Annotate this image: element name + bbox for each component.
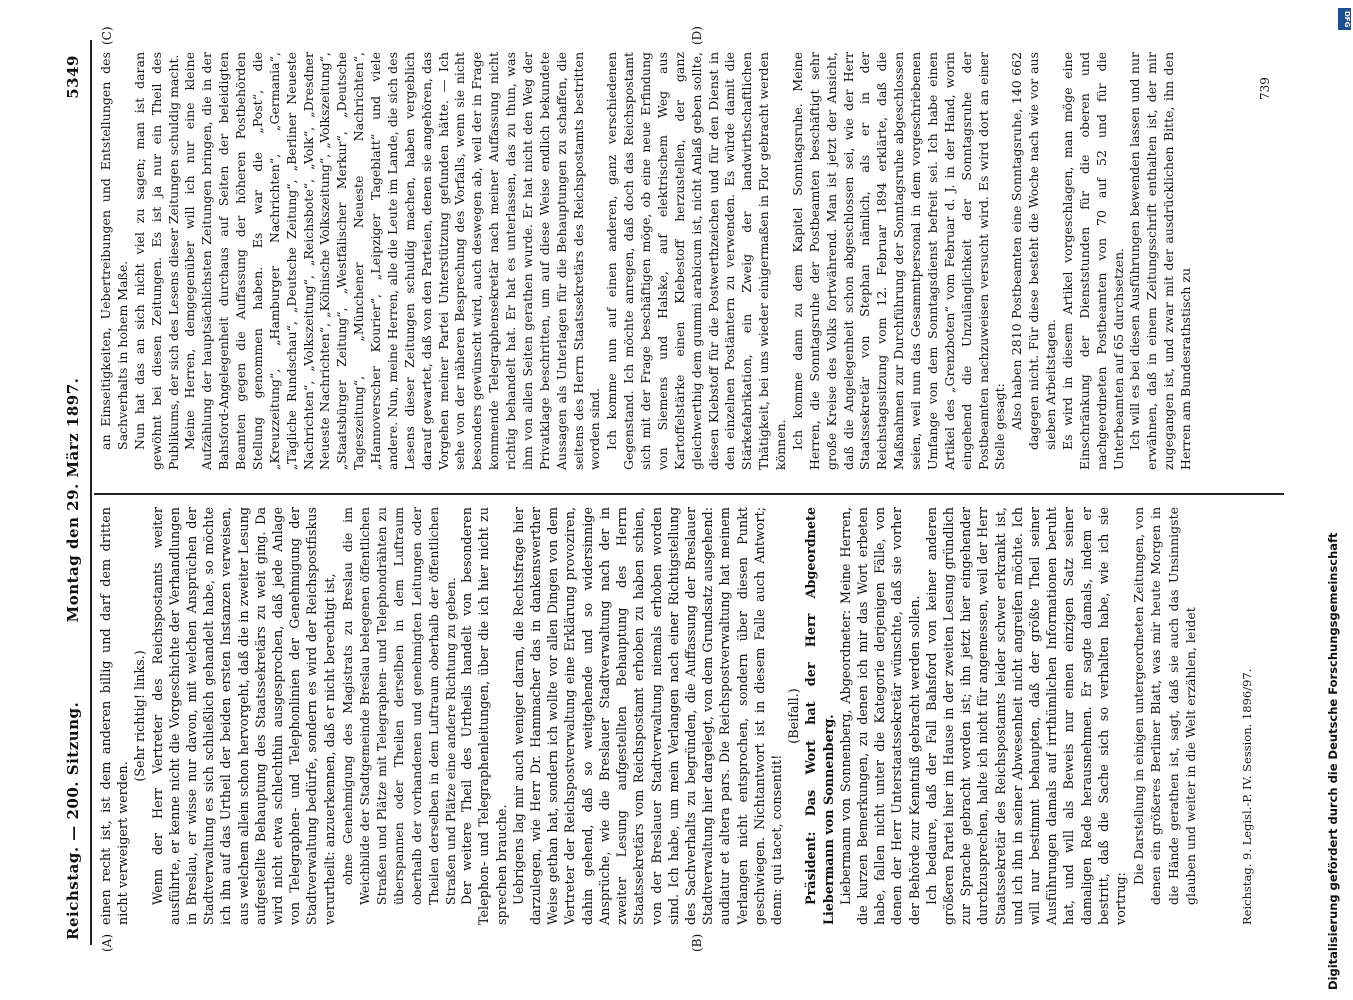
- quotation: ohne Genehmigung des Magistrats zu Breslau die im Weichbilde der Stadtgemeinde Breslau belegenen öffentlichen Straßen und Plätze mit Telegraphen- und Telephondrähten zu überspannen oder Theilen derselben in dem Luftraum oberhalb der vorhandenen und genehmigten Leitungen oder Theilen derselben in dem Luftraum oberhalb der öffentlichen Straßen und Plätze eine andere Richtung zu geben.: [339, 507, 459, 905]
- paragraph: Ich komme nun auf einen anderen, ganz verschiedenen Gegenstand. Ich möchte anregen, daß doch das Reichspostamt sich mit der Frage beschäftigen möge, ob eine neue Erfindung von Siemens und Halske, auf elektrischem Weg aus Kartoffelstärke einen Klebestoff herzustellen, der ganz gleichwerthig dem gummi arabicum ist, nicht Anlaß geben sollte, diesen Klebstoff für die Postwerthzeichen und für den Dienst in den einzelnen Postämtern zu verwenden. Es würde damit die Stärkefabrikation, ein Zweig der landwirthschaftlichen Thätigkeit, bei uns wieder einigermaßen in Flor gebracht werden können.: [604, 52, 788, 470]
- header-date: Montag den 29. März 1897.: [64, 377, 82, 623]
- paragraph: Ich will es bei diesen Ausführungen bewenden lassen und nur erwähnen, daß in einem Zeitungsschrift enthalten ist, der mir zugegangen ist, und zwar mit der ausdrücklichen Bitte, ihn den Herren am Bundesrathstisch zu: [1127, 52, 1193, 470]
- column-divider: [94, 493, 1284, 495]
- paragraph: Ich komme dann zu dem Kapitel Sonntagsruhe. Meine Herren, die Sonntagsruhe der Postbeamten beschäftigt sehr große Kreise des Volks fortwährend. Man ist jetzt der Ansicht, daß die Angelegenheit schon abgeschlossen sei, wie der Herr Staatssekretär von Stephan nämlich, als er in der Reichstagssitzung vom 12. Februar 1894 erklärte, daß die Maßnahmen zur Durchführung der Sonntagsruhe abgeschlossen seien, weil nun das Gesammtpersonal in dem vorgeschriebenen Umfange von dem Sonntagsdienst befreit sei. Ich habe einen Artikel des „Grenzboten“ vom Februar d. J. in der Hand, worin eingehend die Unzulänglichkeit der Sonntagsruhe der Postbeamten nachzuweisen versucht wird. Es wird dort an einer Stelle gesagt:: [789, 52, 1008, 470]
- header-left: Reichstag. — 200. Sitzung.: [64, 701, 82, 940]
- margin-marker-a: (A): [100, 933, 114, 952]
- margin-marker-c: (C): [100, 26, 114, 45]
- speaker-paragraph: Liebermann von Sonnenberg, Abgeordneter: Meine Herren, die kurzen Bemerkungen, zu denen ich mir das Wort erbeten habe, fallen nicht unter die Kategorie derjenigen Fälle, von denen der Herr Unterstaatssekretär wünschte, daß sie vorher der Behörde zur Kenntniß gebracht werden sollen.: [838, 507, 923, 925]
- paragraph: Der weitere Theil des Urtheils handelt von besonderen Telephon- und Telegraphenleitungen, über die ich hier nicht zu sprechen brauche.: [460, 507, 510, 925]
- page-header: [60, 0, 88, 1000]
- header-rule: [90, 40, 92, 945]
- margin-marker-b: (B): [690, 933, 704, 952]
- paragraph: Wenn der Herr Vertreter des Reichspostamts weiter ausführte, er kenne nicht die Vorgeschichte der Verhandlungen in Breslau, er wisse nur davon, mit welchen Ansprüchen der Stadtverwaltung es sich schließlich gehandelt habe, so möchte ich ihn auf das Urtheil der beiden ersten Instanzen verweisen, aus welchem allein schon hervorgeht, daß die in zweiter Lesung aufgestellte Behauptung des Staatssekretärs zu weit ging. Da wird nicht etwa schlechthin ausgesprochen, daß jede Anlage von Telegraphen- und Telephonlinien der Genehmigung der Stadtverwaltung bedürfe, sondern es wird der Reichspostfiskus verurtheilt: anzuerkennen, daß er nicht berechtigt ist,: [150, 507, 338, 925]
- quotation: Die Darstellung in einigen untergeordneten Zeitungen, von denen ein größeres Berliner Blatt, was mir heute Morgen in die Hände gerathen ist, sagt, daß sie auch das Unsinnigste glauben und weiter in die Welt erzählen, leidet: [1131, 507, 1198, 905]
- left-column: [98, 507, 1199, 925]
- digitization-note-text: Digitalisierung gefördert durch die Deutsche Forschungsgemeinschaft: [1326, 532, 1340, 990]
- paragraph: Ich bedaure, daß der Fall Bahsford von keiner anderen größeren Partei hier im Hause in der zweiten Lesung gründlich zur Sprache gebracht worden ist; ihn jetzt hier eingehender durchzusprechen, halte ich nicht für angemessen, weil der Herr Staatssekretär des Reichspostamts leider schwer erkrankt ist, und ich ihn in seiner Abwesenheit nicht angreifen möchte. Ich will nur bestimmt behaupten, daß der größte Theil seiner Ausführungen damals auf irrthümlichen Informationen beruht hat, und will als Beweis nur einen einzigen Satz seiner damaligen Rede herausnehmen. Er sagte damals, indem er bestritt, daß die Sache sich so verhalten habe, wie ich sie vortrug:: [924, 507, 1129, 925]
- paragraph: Es wird in diesem Artikel vorgeschlagen, man möge eine Einschränkung der Dienststunden für die oberen und nachgeordneten Postbeamten von 70 auf 52 und für die Unterbeamten auf 65 durchsetzen.: [1059, 52, 1126, 470]
- paragraph: einen recht ist, ist dem anderen billig und darf dem dritten nicht verweigert werden.: [99, 507, 132, 925]
- quotation: Also haben 2810 Postbeamten eine Sonntagsruhe, 140 662 dagegen nicht. Für diese besteht die Woche nach wie vor aus sieben Arbeitstagen.: [1009, 52, 1058, 450]
- dfg-logo: DFG: [1338, 8, 1351, 30]
- margin-marker-d: (D): [690, 26, 704, 45]
- paragraph: Meine Herren, demgegenüber will ich nur eine kleine Aufzählung der hauptsächlichsten Zeitungen bringen, die in der Bahsford-Angelegenheit durchaus auf Seiten der beleidigten Beamten gegen die Auffassung der höheren Postbehörden Stellung genommen haben. Es war die „Post“, die „Kreuzzeitung“, „Hamburger Nachrichten“, „Germania“, „Tägliche Rundschau“, „Deutsche Zeitung“, „Berliner Neueste Nachrichten“, „Volkszeitung“, „Reichsbote“, „Volk“, „Dresdner Neueste Nachrichten“, „Kölnische Volkszeitung“, „Volkszeitung“, „Staatsbürger Zeitung“, „Westfälischer Merkur“, „Deutsche Tageszeitung“, „Münchener Neueste Nachrichten“, „Hannoverscher Kourier“, „Leipziger Tageblatt“ und viele andere. Nun, meine Herren, alle die Leute im Lande, die sich des Lesens dieser Zeitungen schuldig machen, haben vergeblich darauf gewartet, daß von den Parteien, denen sie angehören, das Vorgehen meiner Partei Unterstützung gefunden hätte. — Ich sehe von der näheren Besprechung des Vorfalls, wenn sie nicht besonders gewünscht wird, auch deswegen ab, weil der in Frage kommende Telegraphensekretär nach meiner Auffassung nicht richtig behandelt hat. Er hat es unterlassen, das zu thun, was ihm von allen Seiten gerathen wurde. Er hat nicht den Weg der Privatklage beschritten, um auf diese Weise endlich bekundete Aussagen als Unterlagen für die Behauptungen zu schaffen, die seitens des Herrn Staatssekretärs des Reichspostamts bestritten worden sind.: [182, 52, 603, 470]
- speaker-paragraph: Präsident: Das Wort hat der Herr Abgeordnete Liebermann von Sonnenberg.: [804, 507, 837, 925]
- interjection: (Beifall.): [787, 688, 803, 744]
- footer-session: Reichstag. 9. Legisl.-P. IV. Session. 1896/97.: [1240, 668, 1254, 925]
- interjection: (Sehr richtig! links.): [133, 650, 149, 782]
- page-number: 5349: [64, 55, 82, 99]
- right-column: [98, 52, 1195, 470]
- digitization-note: [1322, 10, 1344, 990]
- footer-sheet-number: 739: [1258, 77, 1272, 100]
- paragraph: Uebrigens lag mir auch weniger daran, die Rechtsfrage hier darzulegen, wie Herr Dr. Hammacher das in dankenswerther Weise gethan hat, sondern ich wollte vor allen Dingen von dem Vertreter der Reichspostverwaltung eine Erklärung provoziren, dahin gehend, daß so weitgehende und so widersinnige Ansprüche, wie die Breslauer Stadtverwaltung nach der in zweiter Lesung aufgestellten Behauptung des Herrn Staatssekretärs vom Reichspostamt erhoben zu haben schien, von der Breslauer Stadtverwaltung niemals erhoben worden sind. Ich habe, um mein Verlangen nach einer Richtigstellung des Sachverhalts zu begründen, die Auffassung der Breslauer Stadtverwaltung hier dargelegt, von dem Grundsatz ausgehend: audiatur et altera pars. Die Reichspostverwaltung hat meinem Verlangen nicht entsprochen, sondern über diesen Punkt geschwiegen. Nichtantwort ist in diesem Falle auch Antwort; denn: qui tacet, consentit!: [511, 507, 785, 925]
- paragraph: Nun hat das an sich nicht viel zu sagen; man ist daran gewöhnt bei diesen Zeitungen. Es ist ja nur ein Theil des Publikums, der sich des Lesens dieser Zeitungen schuldig macht.: [131, 52, 181, 470]
- quotation: an Einseitigkeiten, Uebertreibungen und Entstellungen des Sachverhalts in hohem Maße.: [98, 52, 130, 450]
